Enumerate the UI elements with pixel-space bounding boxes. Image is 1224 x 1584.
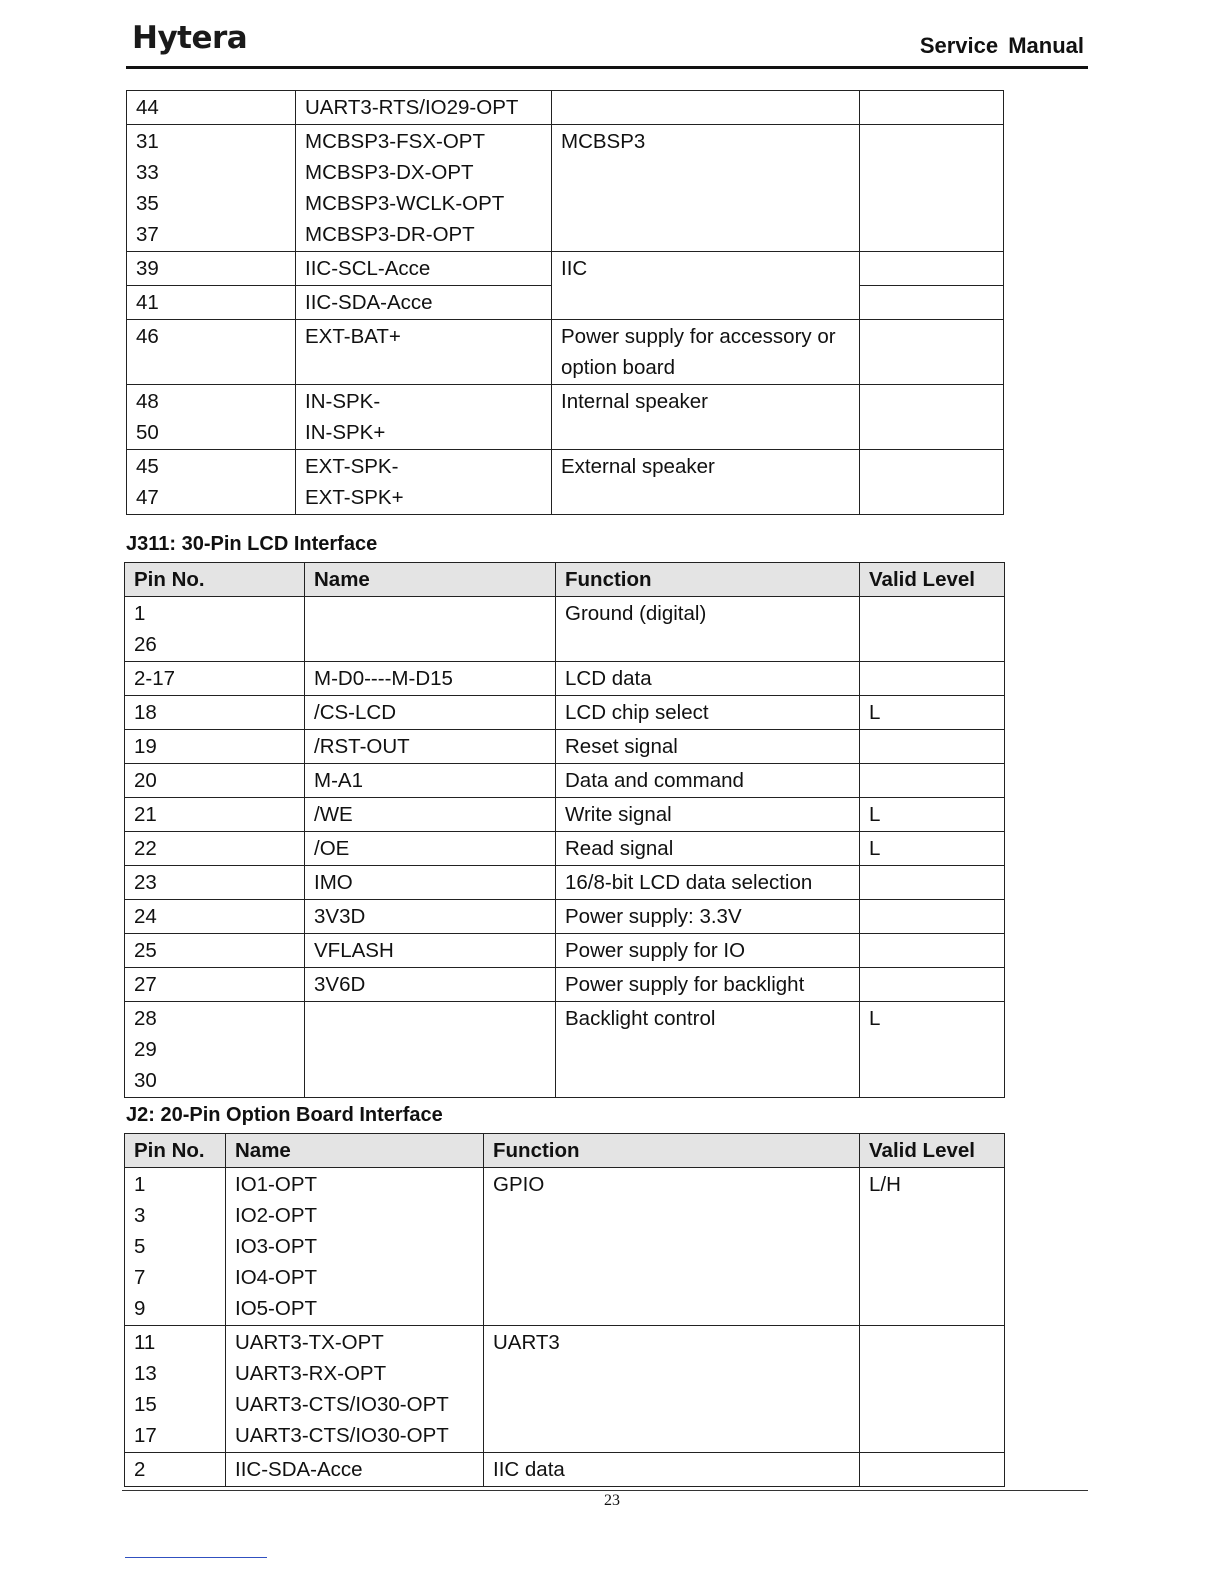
pin-number: 1 — [134, 1173, 146, 1196]
table-row — [125, 900, 1005, 934]
pin-number: 28 — [134, 1007, 157, 1030]
pin-cell — [127, 450, 296, 515]
column-header-pin: Pin No. — [125, 563, 305, 597]
function-text: Ground (digital) — [565, 602, 707, 625]
signal-name: EXT-BAT+ — [305, 325, 401, 348]
pin-number: 19 — [134, 735, 157, 758]
function-cell — [552, 252, 860, 320]
function-text: Power supply for backlight — [565, 973, 805, 996]
pin-cell — [125, 934, 305, 968]
pin-cell — [125, 1168, 226, 1326]
pin-number: 2-17 — [134, 667, 176, 690]
name-cell — [305, 1002, 556, 1098]
signal-name: /RST-OUT — [314, 735, 410, 758]
signal-name: IMO — [314, 871, 353, 894]
table-row — [125, 1002, 1005, 1098]
header-row — [125, 563, 1005, 597]
pin-number: 29 — [134, 1038, 157, 1061]
function-text: Internal speaker — [561, 390, 709, 413]
column-header-name: Name — [305, 563, 556, 597]
page-number: 23 — [604, 1492, 620, 1509]
level-cell — [860, 968, 1005, 1002]
column-header-level: Valid Level — [860, 563, 1005, 597]
signal-name: MCBSP3-WCLK-OPT — [305, 192, 505, 215]
footer-divider — [122, 1490, 1088, 1491]
function-text: IIC data — [493, 1458, 565, 1481]
pin-cell — [125, 662, 305, 696]
name-cell — [305, 764, 556, 798]
table-row — [127, 91, 1004, 125]
function-text: Power supply: 3.3V — [565, 905, 742, 928]
function-cell — [552, 125, 860, 252]
level-cell — [860, 730, 1005, 764]
function-cell — [556, 597, 860, 662]
column-header-pin: Pin No. — [125, 1134, 226, 1168]
table-row — [125, 832, 1005, 866]
table-row — [125, 1453, 1005, 1487]
table-row — [125, 1168, 1005, 1326]
pin-number: 26 — [134, 633, 157, 656]
pin-cell — [127, 125, 296, 252]
level-cell — [860, 252, 1004, 286]
pin-number: 50 — [136, 421, 159, 444]
level-cell — [860, 125, 1004, 252]
level-cell — [860, 866, 1005, 900]
pin-cell — [125, 1326, 226, 1453]
pin-number: 20 — [134, 769, 157, 792]
function-cell — [556, 730, 860, 764]
table-row — [127, 450, 1004, 515]
pin-number: 15 — [134, 1393, 157, 1416]
signal-name: UART3-CTS/IO30-OPT — [235, 1424, 449, 1447]
level-cell — [860, 662, 1005, 696]
table-row — [125, 597, 1005, 662]
function-cell — [556, 934, 860, 968]
signal-name: UART3-RX-OPT — [235, 1362, 387, 1385]
pin-number: 2 — [134, 1458, 146, 1481]
signal-name: MCBSP3-DR-OPT — [305, 223, 475, 246]
function-cell — [556, 696, 860, 730]
pin-number: 24 — [134, 905, 157, 928]
pin-cell — [127, 320, 296, 385]
pin-number: 48 — [136, 390, 159, 413]
lcd-interface-title: J311: 30-Pin LCD Interface — [126, 533, 378, 555]
valid-level: L — [869, 803, 881, 826]
name-cell — [305, 696, 556, 730]
function-text: UART3 — [493, 1331, 560, 1354]
function-cell — [552, 320, 860, 385]
function-text: Power supply for accessory or — [561, 325, 836, 348]
function-text: LCD chip select — [565, 701, 709, 724]
table-row — [125, 1326, 1005, 1453]
name-cell — [226, 1168, 484, 1326]
pin-number: 21 — [134, 803, 157, 826]
manual-title: Service Manual — [919, 33, 1084, 58]
pin-number: 7 — [134, 1266, 146, 1289]
continued-pin-table — [126, 90, 1004, 515]
pin-cell — [125, 832, 305, 866]
function-cell — [556, 866, 860, 900]
signal-name: IIC-SDA-Acce — [305, 291, 433, 314]
table-row — [125, 764, 1005, 798]
name-cell — [296, 320, 552, 385]
pin-number: 27 — [134, 973, 157, 996]
pin-cell — [127, 91, 296, 125]
pin-number: 1 — [134, 602, 146, 625]
level-cell — [860, 597, 1005, 662]
pin-cell — [127, 252, 296, 286]
name-cell — [305, 866, 556, 900]
table-row — [125, 968, 1005, 1002]
name-cell — [305, 968, 556, 1002]
table-row — [125, 662, 1005, 696]
name-cell — [305, 730, 556, 764]
pin-number: 30 — [134, 1069, 157, 1092]
level-cell — [860, 1168, 1005, 1326]
level-cell — [860, 1453, 1005, 1487]
name-cell — [296, 450, 552, 515]
table-row — [125, 730, 1005, 764]
signal-name: IN-SPK+ — [305, 421, 386, 444]
signal-name: IO2-OPT — [235, 1204, 318, 1227]
pin-number: 39 — [136, 257, 159, 280]
function-text: option board — [561, 356, 675, 379]
table-row — [127, 252, 1004, 286]
level-cell — [860, 696, 1005, 730]
signal-name: IN-SPK- — [305, 390, 381, 413]
level-cell — [860, 320, 1004, 385]
function-text: Data and command — [565, 769, 744, 792]
pin-cell — [125, 597, 305, 662]
signal-name: EXT-SPK- — [305, 455, 399, 478]
pin-cell — [127, 385, 296, 450]
pin-number: 37 — [136, 223, 159, 246]
pin-number: 18 — [134, 701, 157, 724]
signal-name: VFLASH — [314, 939, 394, 962]
valid-level: L — [869, 837, 881, 860]
function-cell — [552, 385, 860, 450]
valid-level: L — [869, 701, 881, 724]
pin-number: 9 — [134, 1297, 146, 1320]
function-cell — [552, 91, 860, 125]
function-cell — [552, 450, 860, 515]
pin-cell — [125, 866, 305, 900]
pin-cell — [125, 798, 305, 832]
name-cell — [296, 91, 552, 125]
level-cell — [860, 91, 1004, 125]
function-text: 16/8-bit LCD data selection — [565, 871, 813, 894]
table-row — [127, 125, 1004, 252]
name-cell — [305, 662, 556, 696]
valid-level: L/H — [869, 1173, 901, 1196]
table-row — [125, 866, 1005, 900]
valid-level: L — [869, 1007, 881, 1030]
signal-name: UART3-TX-OPT — [235, 1331, 384, 1354]
signal-name: M-D0----M-D15 — [314, 667, 453, 690]
pin-cell — [125, 968, 305, 1002]
pin-cell — [125, 730, 305, 764]
function-text: Power supply for IO — [565, 939, 746, 962]
pin-number: 11 — [134, 1331, 156, 1354]
name-cell — [305, 597, 556, 662]
signal-name: 3V3D — [314, 905, 366, 928]
level-cell — [860, 798, 1005, 832]
column-header-level: Valid Level — [860, 1134, 1005, 1168]
name-cell — [296, 252, 552, 286]
function-cell — [556, 662, 860, 696]
table-row — [127, 320, 1004, 385]
level-cell — [860, 764, 1005, 798]
name-cell — [296, 385, 552, 450]
table-row — [125, 798, 1005, 832]
function-text: GPIO — [493, 1173, 545, 1196]
signal-name: MCBSP3-FSX-OPT — [305, 130, 485, 153]
column-header-name: Name — [226, 1134, 484, 1168]
function-cell — [556, 798, 860, 832]
pin-number: 5 — [134, 1235, 146, 1258]
signal-name: /WE — [314, 803, 353, 826]
function-cell — [556, 764, 860, 798]
lcd-interface-table — [124, 562, 1005, 1098]
level-cell — [860, 385, 1004, 450]
pin-number: 22 — [134, 837, 157, 860]
signal-name: M-A1 — [314, 769, 363, 792]
function-text: External speaker — [561, 455, 715, 478]
pin-number: 31 — [136, 130, 159, 153]
function-cell — [484, 1326, 860, 1453]
name-cell — [305, 798, 556, 832]
pin-number: 35 — [136, 192, 159, 215]
pin-number — [136, 352, 286, 383]
signal-name: /CS-LCD — [314, 701, 397, 724]
name-cell — [226, 1326, 484, 1453]
signal-name: IO4-OPT — [235, 1266, 318, 1289]
signal-name: IO1-OPT — [235, 1173, 318, 1196]
pin-number: 44 — [136, 96, 159, 119]
table-row — [125, 696, 1005, 730]
function-cell — [556, 832, 860, 866]
signal-name: MCBSP3-DX-OPT — [305, 161, 474, 184]
function-text: Write signal — [565, 803, 672, 826]
header-row — [125, 1134, 1005, 1168]
pin-cell — [125, 1002, 305, 1098]
signal-name: IO3-OPT — [235, 1235, 318, 1258]
function-cell — [556, 1002, 860, 1098]
page-header — [126, 18, 1088, 69]
table-row — [125, 934, 1005, 968]
function-text: Read signal — [565, 837, 674, 860]
pin-number: 23 — [134, 871, 157, 894]
function-text: Reset signal — [565, 735, 678, 758]
column-header-function: Function — [556, 563, 860, 597]
function-cell — [556, 968, 860, 1002]
level-cell — [860, 900, 1005, 934]
pin-number: 46 — [136, 325, 159, 348]
pin-number: 41 — [136, 291, 159, 314]
name-cell — [296, 125, 552, 252]
signal-name: IIC-SDA-Acce — [235, 1458, 363, 1481]
pin-cell — [125, 900, 305, 934]
function-text: MCBSP3 — [561, 130, 646, 153]
pin-cell — [125, 764, 305, 798]
name-cell — [305, 900, 556, 934]
signal-name: UART3-RTS/IO29-OPT — [305, 96, 519, 119]
function-cell — [556, 900, 860, 934]
signal-name: /OE — [314, 837, 350, 860]
signal-name: UART3-CTS/IO30-OPT — [235, 1393, 449, 1416]
pin-number: 45 — [136, 455, 159, 478]
level-cell — [860, 832, 1005, 866]
function-text: Backlight control — [565, 1007, 716, 1030]
option-board-interface-title: J2: 20-Pin Option Board Interface — [126, 1104, 443, 1126]
pin-cell — [125, 696, 305, 730]
pin-number: 33 — [136, 161, 159, 184]
table-row — [127, 385, 1004, 450]
level-cell — [860, 450, 1004, 515]
pin-number: 13 — [134, 1362, 157, 1385]
level-cell — [860, 1326, 1005, 1453]
function-cell — [484, 1168, 860, 1326]
pin-cell — [125, 1453, 226, 1487]
function-cell — [484, 1453, 860, 1487]
function-text: LCD data — [565, 667, 652, 690]
signal-name: IO5-OPT — [235, 1297, 318, 1320]
signal-name: EXT-SPK+ — [305, 486, 404, 509]
hytera-logo: Hytera — [132, 20, 248, 56]
pin-number: 17 — [134, 1424, 157, 1447]
level-cell — [860, 286, 1004, 320]
pin-number: 25 — [134, 939, 157, 962]
name-cell — [226, 1453, 484, 1487]
pin-number: 47 — [136, 486, 159, 509]
name-cell — [296, 286, 552, 320]
level-cell — [860, 1002, 1005, 1098]
name-cell — [305, 934, 556, 968]
signal-name: IIC-SCL-Acce — [305, 257, 431, 280]
level-cell — [860, 934, 1005, 968]
pin-number: 3 — [134, 1204, 146, 1227]
column-header-function: Function — [484, 1134, 860, 1168]
option-board-interface-table — [124, 1133, 1005, 1487]
function-text: IIC — [561, 257, 588, 280]
pin-cell — [127, 286, 296, 320]
bottom-edge-mark — [125, 1557, 267, 1558]
signal-name: 3V6D — [314, 973, 366, 996]
name-cell — [305, 832, 556, 866]
